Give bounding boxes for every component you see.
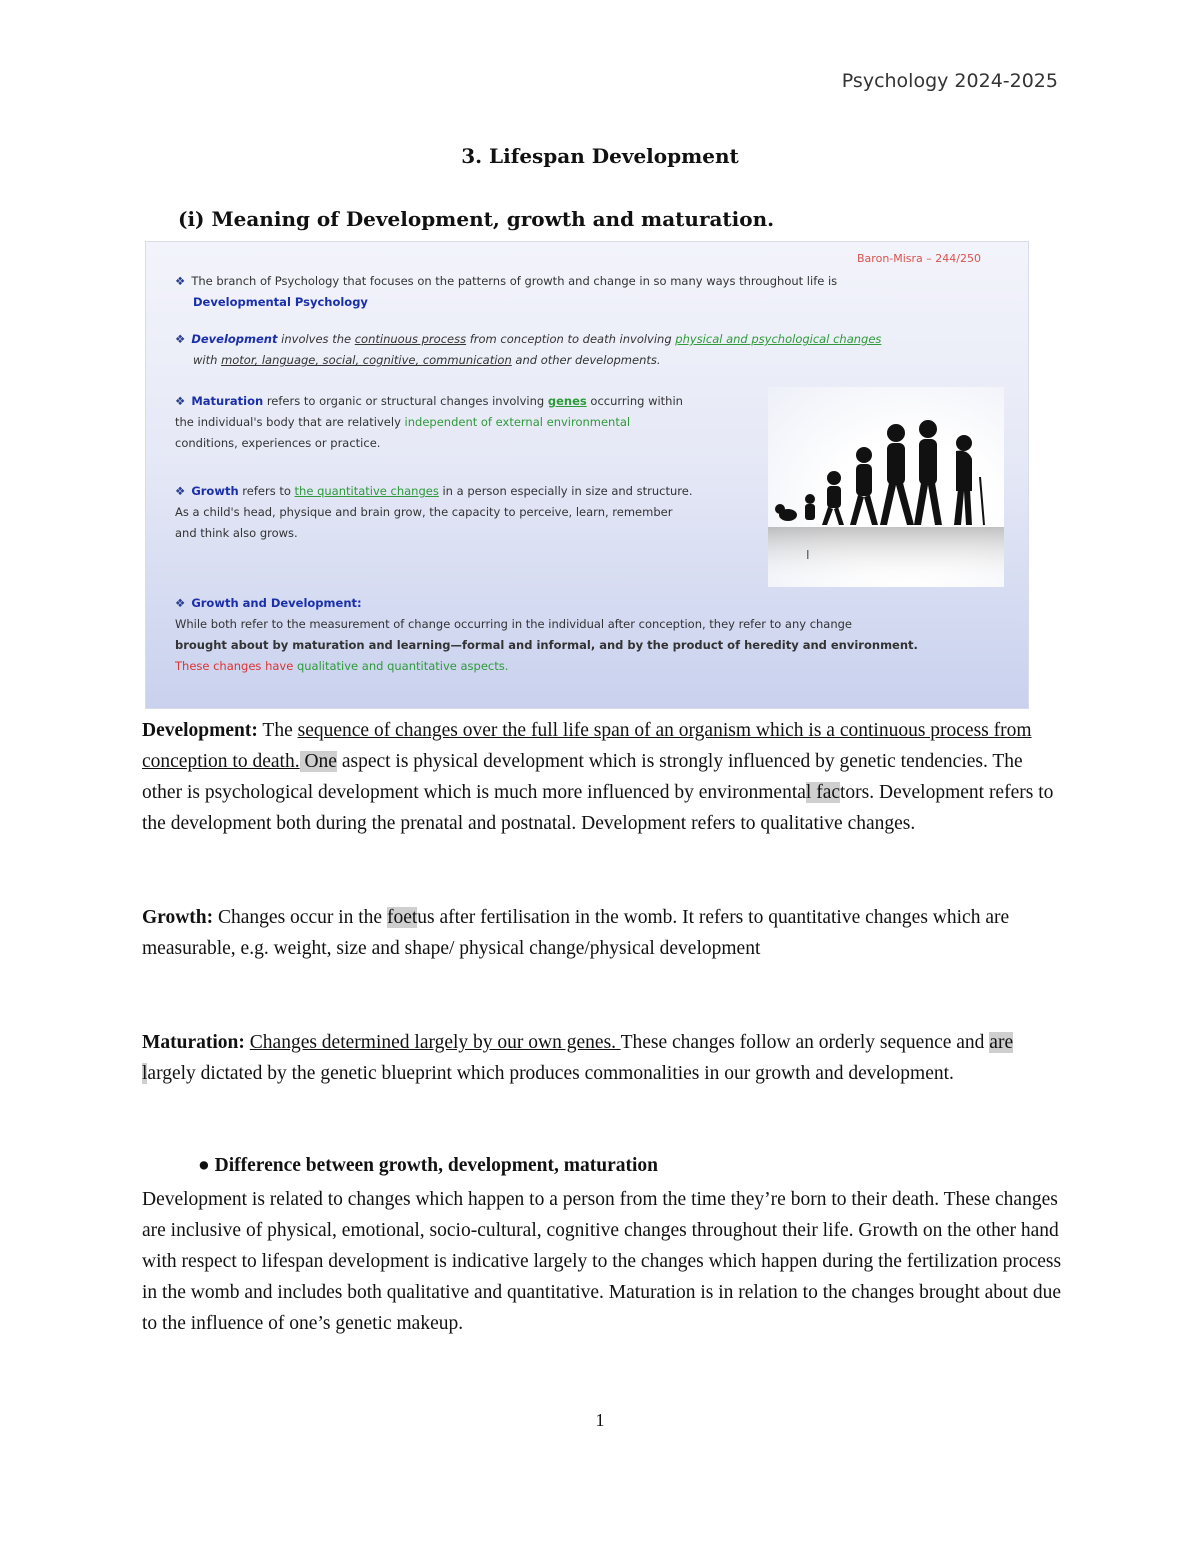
difference-paragraph: Development is related to changes which happen to a person from the time they’re born to their death. These changes are inclusive of physical, emotional, socio-cultural, cognitive changes throughout their life. Growth on the other hand with respect to lifespan development is indicative largely to the changes which happen during the fertilization process in the womb and includes both qualitative and quantitative. Maturation is in relation to the changes brought about due to the influence of one’s genetic makeup. [142,1189,1062,1334]
slide-bullet-maturation: ❖ Maturation refers to organic or structural changes involving genes occurring within the individual's body that are relatively independent of external environmental conditions, experiences or practice. [175,394,683,450]
diamond-bullet-icon: ❖ [175,332,186,346]
diamond-bullet-icon: ❖ [175,394,186,408]
development-label: Development: [142,720,258,741]
diamond-bullet-icon: ❖ [175,596,186,610]
slide-image [145,241,1029,709]
svg-text:I: I [806,548,810,562]
growth-label: Growth: [142,907,214,928]
maturation-paragraph: Maturation: Changes determined largely by our own genes. These changes follow an orderly sequence and are largely dictated by the genetic blueprint which produces commonalities in our growth and development. [142,1032,1014,1084]
human-evolution-silhouette-figure [768,387,1004,587]
growth-paragraph: Growth: Changes occur in the foetus after fertilisation in the womb. It refers to quantitative changes which are measurable, e.g. weight, size and shape/ physical change/physical development [142,907,1010,959]
diamond-bullet-icon: ❖ [175,274,186,288]
header-course: Psychology 2024-2025 [841,70,1058,92]
maturation-label: Maturation: [142,1032,245,1053]
diamond-bullet-icon: ❖ [175,484,186,498]
slide-bullet-growth: ❖ Growth refers to the quantitative changes in a person especially in size and structure. As a child's head, physique and brain grow, the capacity to perceive, learn, remember and think also grows. [175,484,693,540]
page-title: 3. Lifespan Development [461,144,739,168]
slide-source: Baron-Misra – 244/250 [857,252,981,265]
lifespan-silhouettes-icon [768,387,1004,587]
development-paragraph: Development: The sequence of changes over the full life span of an organism which is a continuous process from conception to death. One aspect is physical development which is strongly influenced by genetic tendencies. The other is psychological development which is much more influenced by environmental factors. Development refers to the development both during the prenatal and postnatal. Development refers to qualitative changes. [142,720,1054,834]
slide-bullet-growth-and-development: ❖ Growth and Development: While both refer to the measurement of change occurring in the individual after conception, they refer to any change brought about by maturation and learning—formal and informal, and by the product of heredity and environment. These changes have qualitative and quantitative aspects. [175,596,918,673]
difference-heading: ● Difference between growth, development, maturation [198,1155,659,1176]
slide-bullet-developmental-psychology: ❖ The branch of Psychology that focuses on the patterns of growth and change in so many ways throughout life is Developmental Psychology [175,274,838,309]
section-subtitle: (i) Meaning of Development, growth and maturation. [178,207,775,231]
slide-bullet-development: ❖ Development involves the continuous process from conception to death involving physical and psychological changes with motor, language, social, cognitive, communication and other developments. [175,332,882,367]
page-number: 1 [595,1410,605,1430]
